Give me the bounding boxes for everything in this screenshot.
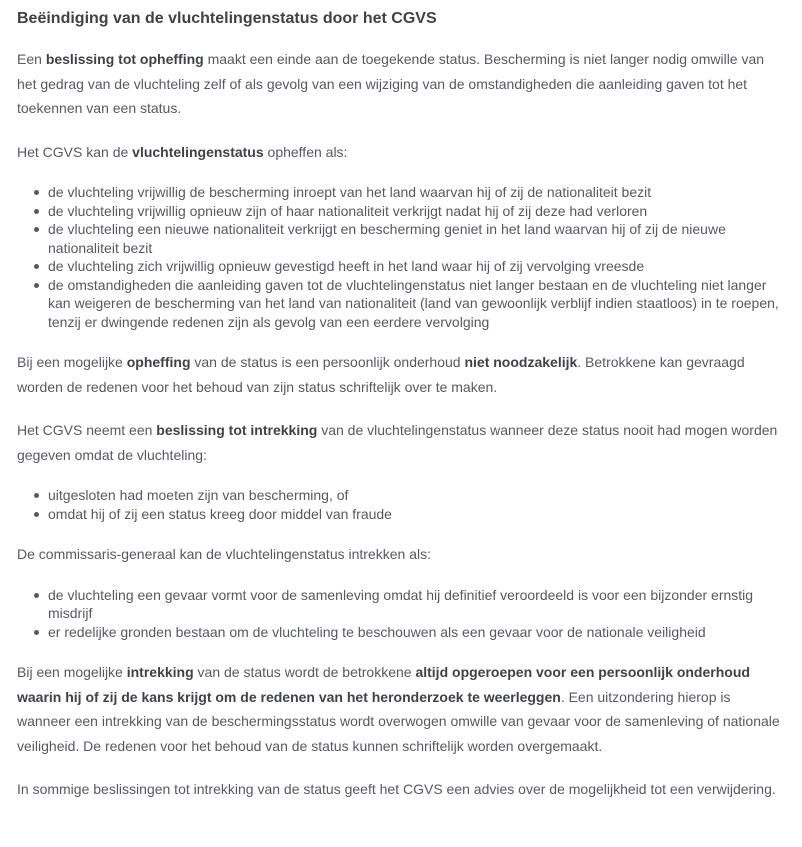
page-title: Beëindiging van de vluchtelingenstatus door het CGVS (17, 10, 437, 27)
article (17, 8, 787, 821)
paragraph-opheffing-intro: Een beslissing tot opheffing maakt een einde aan de toegekende status. Bescherming is niet langer nodig omwille van het gedrag van de vluchteling zelf of als gevolg van een wijziging van de omstandigheden die aanleiding gaven tot het toekennen van een status. (17, 51, 765, 116)
list-item: er redelijke gronden bestaan om de vluchteling te beschouwen als een gevaar voor de nationale veiligheid (34, 623, 787, 642)
paragraph-opheffing-procedure: Bij een mogelijke opheffing van de status is een persoonlijk onderhoud niet noodzakelijk. Betrokkene kan gevraagd worden de redenen voor het behoud van zijn status schriftelijk over te maken. (17, 354, 745, 395)
list-item: uitgesloten had moeten zijn van bescherming, of (34, 486, 787, 505)
list-item: de vluchteling vrijwillig de bescherming inroept van het land waarvan hij of zij de nationaliteit bezit (34, 183, 787, 202)
paragraph-opheffing-conditions: Het CGVS kan de vluchtelingenstatus opheffen als: (17, 143, 348, 160)
paragraph-verwijdering: In sommige beslissingen tot intrekking van de status geeft het CGVS een advies over de mogelijkheid tot een verwijdering. (17, 781, 776, 797)
list-intrekking-reasons (17, 486, 787, 523)
list-item: de omstandigheden die aanleiding gaven tot de vluchtelingenstatus niet langer bestaan en de vluchteling niet langer kan weigeren de bescherming van het land van nationaliteit (land van gewoonlijk verblijf indien staatloos) in te roepen, tenzij er dwingende redenen zijn als gevolg van een eerdere vervolging (34, 276, 787, 332)
list-item: de vluchteling zich vrijwillig opnieuw gevestigd heeft in het land waar hij of zij vervolging vreesde (34, 257, 787, 276)
list-commissaris-conditions (17, 586, 787, 642)
list-item: de vluchteling vrijwillig opnieuw zijn of haar nationaliteit verkrijgt nadat hij of zij deze had verloren (34, 202, 787, 221)
paragraph-intrekking-intro: Het CGVS neemt een beslissing tot intrekking van de vluchtelingenstatus wanneer deze status nooit had mogen worden gegeven omdat de vluchteling: (17, 422, 778, 463)
list-item: de vluchteling een gevaar vormt voor de samenleving omdat hij definitief veroordeeld is voor een bijzonder ernstig misdrijf (34, 586, 787, 623)
paragraph-intrekking-procedure: Bij een mogelijke intrekking van de status wordt de betrokkene altijd opgeroepen voor een persoonlijk onderhoud waarin hij of zij de kans krijgt om de redenen van het heronderzoek te weerleggen. Een uitzondering hierop is wanneer een intrekking van de beschermingsstatus wordt overwogen omwille van gevaar voor de samenleving of nationale veiligheid. De redenen voor het behoud van de status kunnen schriftelijk worden overgemaakt. (17, 664, 780, 754)
paragraph-commissaris: De commissaris-generaal kan de vluchtelingenstatus intrekken als: (17, 546, 431, 562)
list-item: de vluchteling een nieuwe nationaliteit verkrijgt en bescherming geniet in het land waarvan hij of zij de nieuwe nationaliteit bezit (34, 220, 787, 257)
list-opheffing-conditions (17, 183, 787, 331)
list-item: omdat hij of zij een status kreeg door middel van fraude (34, 505, 787, 524)
